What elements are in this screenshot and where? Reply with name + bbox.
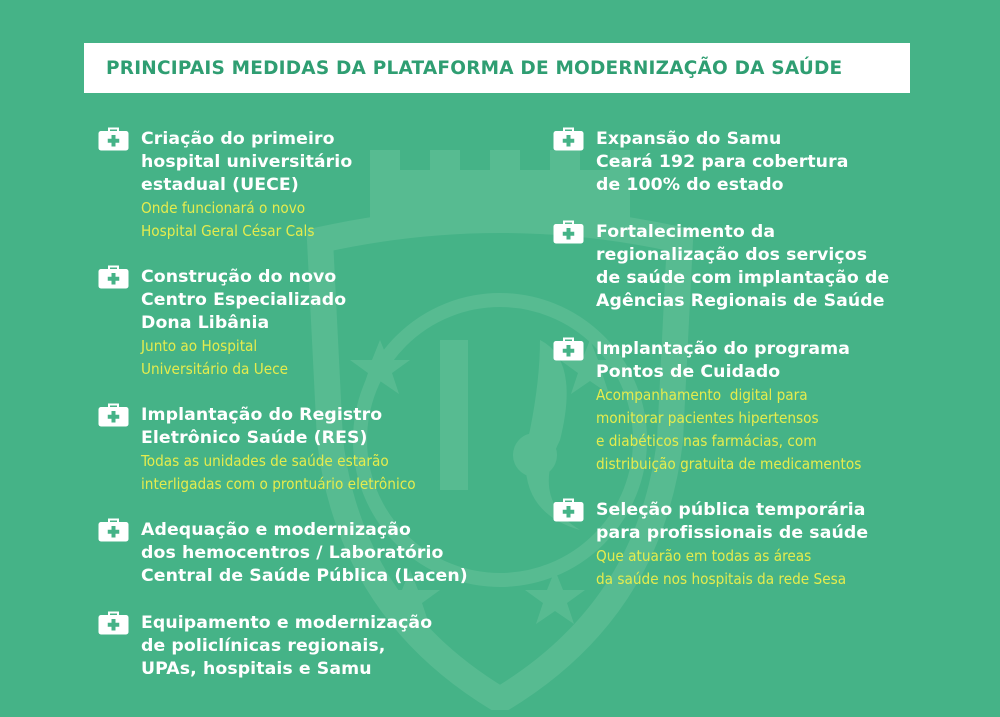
- medical-kit-icon: [553, 498, 584, 522]
- measure-text: [141, 266, 346, 381]
- measure-title: Equipamento e modernização de policlínicas regionais, UPAs, hospitais e Samu: [141, 613, 433, 679]
- measure-title: Implantação do programa Pontos de Cuidado: [596, 339, 850, 382]
- medical-kit-icon: [553, 337, 584, 361]
- medical-kit-icon: [98, 518, 129, 542]
- medical-kit-icon: [553, 127, 584, 151]
- measure-description: Junto ao Hospital Universitário da Uece: [141, 337, 289, 378]
- measure-item: [98, 404, 416, 496]
- measure-title: Construção do novo Centro Especializado Dona Libânia: [141, 267, 347, 333]
- measure-text: [596, 338, 861, 476]
- header-banner: [84, 43, 910, 93]
- measure-item: [553, 128, 848, 197]
- measure-item: [553, 221, 889, 313]
- measure-title: Implantação do Registro Eletrônico Saúde (RES): [141, 405, 383, 448]
- medical-kit-icon: [553, 220, 584, 244]
- measure-title: Seleção pública temporária para profissionais de saúde: [596, 500, 869, 543]
- measure-text: [141, 404, 416, 496]
- measure-item: [98, 128, 352, 243]
- measure-title: Adequação e modernização dos hemocentros / Laboratório Central de Saúde Pública (Lacen): [141, 520, 468, 586]
- measure-title: Criação do primeiro hospital universitário estadual (UECE): [141, 129, 353, 195]
- medical-kit-icon: [98, 403, 129, 427]
- measure-text: [141, 612, 432, 681]
- measure-text: [141, 128, 352, 243]
- medical-kit-icon: [98, 127, 129, 151]
- measure-title: Expansão do Samu Ceará 192 para cobertura de 100% do estado: [596, 129, 849, 195]
- measure-description: Acompanhamento digital para monitorar pacientes hipertensos e diabéticos nas farmácias, com distribuição gratuita de medicamentos: [596, 386, 862, 473]
- measure-text: [596, 221, 889, 313]
- measure-item: [553, 499, 868, 591]
- measure-text: [596, 128, 848, 197]
- measure-description: Que atuarão em todas as áreas da saúde nos hospitais da rede Sesa: [596, 547, 847, 588]
- measure-item: [98, 612, 432, 681]
- measure-text: [596, 499, 868, 591]
- measure-item: [98, 519, 468, 588]
- medical-kit-icon: [98, 265, 129, 289]
- measure-item: [98, 266, 346, 381]
- measure-description: Todas as unidades de saúde estarão interligadas com o prontuário eletrônico: [141, 452, 416, 493]
- measure-item: [553, 338, 861, 476]
- measure-description: Onde funcionará o novo Hospital Geral César Cals: [141, 199, 315, 240]
- measure-title: Fortalecimento da regionalização dos serviços de saúde com implantação de Agências Regionais de Saúde: [596, 222, 890, 311]
- medical-kit-icon: [98, 611, 129, 635]
- measure-text: [141, 519, 468, 588]
- page-title: PRINCIPAIS MEDIDAS DA PLATAFORMA DE MODERNIZAÇÃO DA SAÚDE: [106, 57, 843, 79]
